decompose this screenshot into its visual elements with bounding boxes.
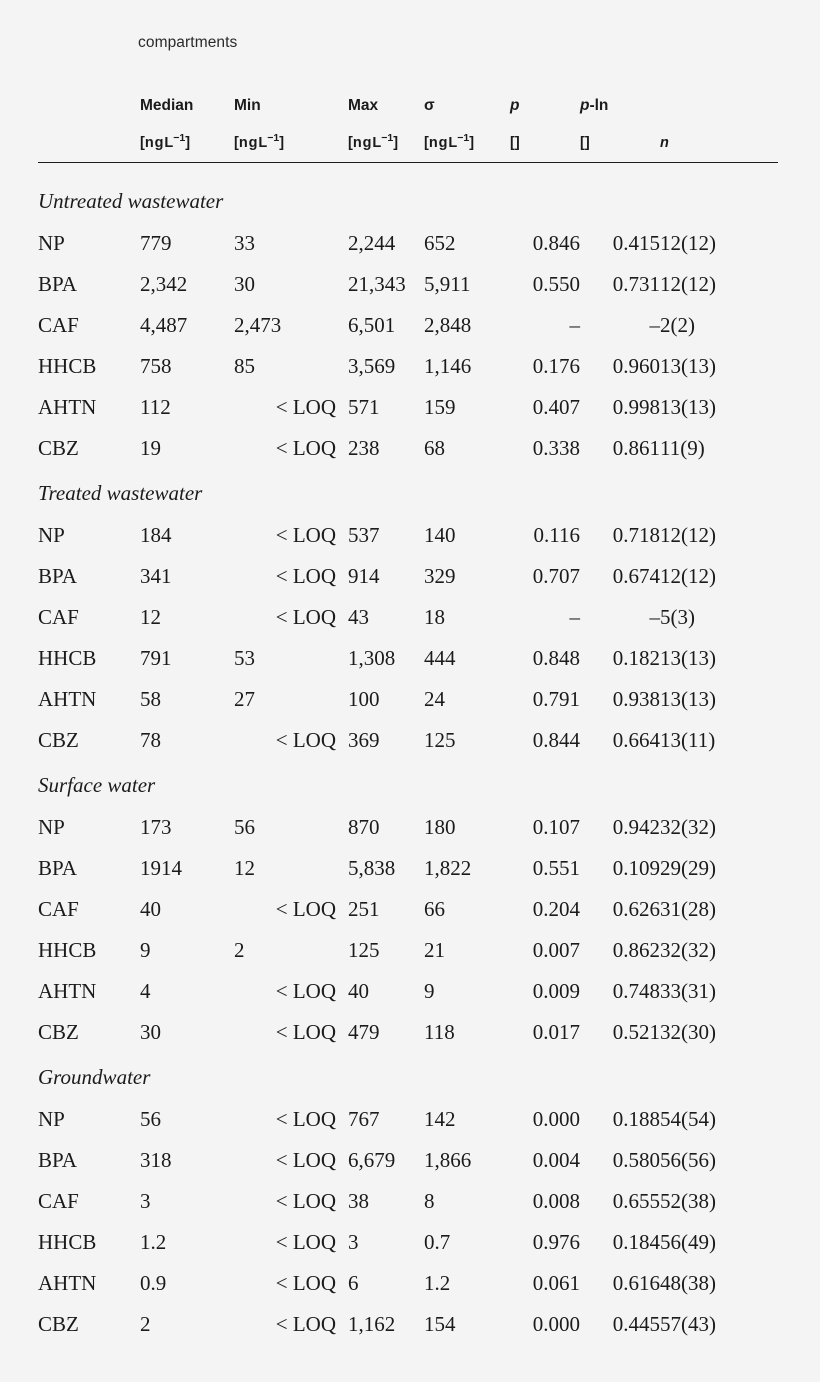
- cell-compound: HHCB: [38, 1230, 97, 1254]
- cell-sigma: 652: [424, 231, 456, 255]
- cell-min: < LOQ: [275, 436, 336, 460]
- cell-n: 31(28): [660, 897, 716, 921]
- cell-min: < LOQ: [275, 1148, 336, 1172]
- section-title: Groundwater: [38, 1065, 151, 1089]
- cell-n: 52(38): [660, 1189, 716, 1213]
- cell-median: 0.9: [140, 1271, 167, 1295]
- cell-median: 40: [140, 897, 161, 921]
- statistics-table-container: [38, 88, 778, 1345]
- cell-min: < LOQ: [275, 395, 336, 419]
- cell-sigma: 180: [424, 815, 456, 839]
- cell-median: 318: [140, 1148, 172, 1172]
- unit-L-min: L: [258, 135, 268, 151]
- cell-sigma: 118: [424, 1020, 455, 1044]
- cell-n: 13(11): [660, 728, 716, 752]
- cell-p: 0.846: [532, 231, 580, 255]
- cell-p: 0.107: [532, 815, 580, 839]
- table-row: [38, 597, 778, 638]
- unit-exp-max: −1: [381, 132, 394, 145]
- header-n-spacer: [660, 88, 778, 124]
- table-body: [38, 177, 778, 1345]
- cell-n: 12(12): [660, 231, 716, 255]
- cell-p-ln: 0.862: [612, 938, 660, 962]
- cell-p: 0.008: [532, 1189, 580, 1213]
- cell-sigma: 154: [424, 1312, 456, 1336]
- cell-p: 0.176: [532, 354, 580, 378]
- cell-max: 6: [348, 1271, 359, 1295]
- cell-compound: BPA: [38, 564, 77, 588]
- cell-min: 2,473: [234, 313, 282, 337]
- cell-max: 238: [348, 436, 380, 460]
- cell-compound: NP: [38, 523, 65, 547]
- cell-sigma: 9: [424, 979, 435, 1003]
- cell-median: 3: [140, 1189, 151, 1213]
- cell-n: 32(32): [660, 938, 716, 962]
- cell-max: 38: [348, 1189, 369, 1213]
- cell-median: 184: [140, 523, 172, 547]
- table-row: [38, 848, 778, 889]
- cell-max: 125: [348, 938, 380, 962]
- cell-compound: HHCB: [38, 354, 97, 378]
- table-row: [38, 1304, 778, 1345]
- cell-n: 13(13): [660, 687, 716, 711]
- cell-min: 53: [234, 646, 255, 670]
- table-row: [38, 930, 778, 971]
- cell-max: 369: [348, 728, 380, 752]
- cell-median: 791: [140, 646, 172, 670]
- cell-sigma: 1,822: [424, 856, 472, 880]
- cell-compound: CBZ: [38, 1312, 79, 1336]
- header-row-names: [38, 88, 778, 124]
- table-row: [38, 720, 778, 761]
- cell-compound: CAF: [38, 1189, 79, 1213]
- cell-n: 13(13): [660, 395, 716, 419]
- cell-sigma: 24: [424, 687, 445, 711]
- unit-L-sigma: L: [448, 135, 458, 151]
- cell-p: 0.204: [532, 897, 580, 921]
- cell-min: < LOQ: [275, 1107, 336, 1131]
- header-row-units: [38, 124, 778, 163]
- cell-median: 779: [140, 231, 172, 255]
- cell-sigma: 1,866: [424, 1148, 472, 1172]
- table-row: [38, 1099, 778, 1140]
- section-header-row: [38, 1053, 778, 1099]
- table-header: [38, 88, 778, 177]
- cell-p: 0.000: [532, 1312, 580, 1336]
- cell-compound: BPA: [38, 856, 77, 880]
- cell-compound: CBZ: [38, 436, 79, 460]
- table-row: [38, 638, 778, 679]
- cell-max: 5,838: [348, 856, 396, 880]
- cell-p: 0.407: [532, 395, 580, 419]
- cell-median: 4: [140, 979, 151, 1003]
- cell-sigma: 444: [424, 646, 456, 670]
- cell-p-ln: 0.942: [612, 815, 660, 839]
- cell-sigma: 5,911: [424, 272, 471, 296]
- unit-ng-median: ng: [144, 135, 165, 151]
- cell-max: 914: [348, 564, 380, 588]
- cell-sigma: 142: [424, 1107, 456, 1131]
- table-row: [38, 428, 778, 469]
- cell-max: 767: [348, 1107, 380, 1131]
- cell-sigma: 8: [424, 1189, 435, 1213]
- header-p: p: [510, 97, 520, 114]
- cell-p: 0.116: [533, 523, 580, 547]
- cell-n: 33(31): [660, 979, 716, 1003]
- cell-min: < LOQ: [275, 523, 336, 547]
- cell-max: 537: [348, 523, 380, 547]
- section-title: Treated wastewater: [38, 481, 203, 505]
- cell-median: 173: [140, 815, 172, 839]
- unit-exp-sigma: −1: [457, 132, 470, 145]
- cell-n: 29(29): [660, 856, 716, 880]
- cell-p-ln: 0.445: [612, 1312, 660, 1336]
- unit-ng-max: ng: [352, 135, 373, 151]
- cell-median: 112: [140, 395, 171, 419]
- statistics-table: [38, 88, 778, 1345]
- unit-exp-min: −1: [267, 132, 280, 145]
- cell-max: 21,343: [348, 272, 406, 296]
- cell-min: 33: [234, 231, 255, 255]
- cell-compound: HHCB: [38, 938, 97, 962]
- cell-p-ln: 0.938: [612, 687, 660, 711]
- cell-p-ln: –: [649, 605, 660, 629]
- table-row: [38, 1263, 778, 1304]
- cell-p: 0.009: [532, 979, 580, 1003]
- cell-median: 19: [140, 436, 161, 460]
- cell-sigma: 140: [424, 523, 456, 547]
- cell-p: 0.000: [532, 1107, 580, 1131]
- header-max: Max: [348, 97, 379, 114]
- cell-sigma: 1.2: [424, 1271, 451, 1295]
- cell-min: < LOQ: [275, 1271, 336, 1295]
- cell-compound: AHTN: [38, 1271, 97, 1295]
- cell-p-ln: 0.626: [612, 897, 660, 921]
- cell-max: 3,569: [348, 354, 396, 378]
- cell-max: 6,679: [348, 1148, 396, 1172]
- cell-max: 251: [348, 897, 380, 921]
- table-row: [38, 679, 778, 720]
- cell-p: 0.550: [532, 272, 580, 296]
- section-title: Untreated wastewater: [38, 189, 224, 213]
- cell-sigma: 18: [424, 605, 445, 629]
- cell-sigma: 1,146: [424, 354, 472, 378]
- cell-n: 5(3): [660, 605, 695, 629]
- unit-ng-min: ng: [238, 135, 259, 151]
- cell-sigma: 125: [424, 728, 456, 752]
- cell-p: 0.004: [532, 1148, 580, 1172]
- cell-p-ln: 0.415: [612, 231, 660, 255]
- cell-n: 56(56): [660, 1148, 716, 1172]
- header-p-ln-p: p: [580, 97, 590, 114]
- cell-p: 0.338: [532, 436, 580, 460]
- cell-min: < LOQ: [275, 1312, 336, 1336]
- cell-min: < LOQ: [275, 1189, 336, 1213]
- cell-p: –: [569, 313, 580, 337]
- cell-min: < LOQ: [275, 564, 336, 588]
- cell-p-ln: 0.718: [612, 523, 660, 547]
- cell-sigma: 0.7: [424, 1230, 451, 1254]
- section-header-row: [38, 469, 778, 515]
- cell-n: 54(54): [660, 1107, 716, 1131]
- cell-min: < LOQ: [275, 728, 336, 752]
- cell-n: 32(30): [660, 1020, 716, 1044]
- cell-p-ln: 0.655: [612, 1189, 660, 1213]
- table-row: [38, 387, 778, 428]
- cell-compound: BPA: [38, 272, 77, 296]
- table-row: [38, 556, 778, 597]
- cell-compound: AHTN: [38, 687, 97, 711]
- cell-compound: CBZ: [38, 728, 79, 752]
- cell-p-ln: 0.998: [612, 395, 660, 419]
- section-header-row: [38, 177, 778, 223]
- cell-median: 1914: [140, 856, 182, 880]
- cell-sigma: 68: [424, 436, 445, 460]
- cell-p: 0.551: [532, 856, 580, 880]
- cell-max: 870: [348, 815, 380, 839]
- header-compound-unit: [38, 124, 140, 163]
- cell-sigma: 66: [424, 897, 445, 921]
- cell-median: 1.2: [140, 1230, 167, 1254]
- cell-p-ln: 0.616: [612, 1271, 660, 1295]
- table-row: [38, 889, 778, 930]
- cell-min: < LOQ: [275, 979, 336, 1003]
- cell-n: 12(12): [660, 564, 716, 588]
- header-sigma-unit: [ngL$^{-1}$]: [424, 132, 475, 151]
- cell-max: 571: [348, 395, 380, 419]
- cell-median: 341: [140, 564, 172, 588]
- cell-min: 2: [234, 938, 245, 962]
- table-row: [38, 1012, 778, 1053]
- header-rule-gap: [38, 163, 778, 177]
- table-row: [38, 515, 778, 556]
- cell-median: 9: [140, 938, 151, 962]
- cell-p-ln: 0.109: [612, 856, 660, 880]
- cell-min: 56: [234, 815, 255, 839]
- cell-p: 0.976: [532, 1230, 580, 1254]
- cell-compound: HHCB: [38, 646, 97, 670]
- cell-median: 78: [140, 728, 161, 752]
- cell-n: 11(9): [660, 436, 705, 460]
- table-row: [38, 971, 778, 1012]
- cell-compound: NP: [38, 815, 65, 839]
- cell-p: 0.707: [532, 564, 580, 588]
- cell-n: 48(38): [660, 1271, 716, 1295]
- cell-p: 0.791: [532, 687, 580, 711]
- header-min-unit: [ngL$^{-1}$]: [234, 132, 285, 151]
- table-row: [38, 223, 778, 264]
- cell-max: 1,308: [348, 646, 396, 670]
- unit-exp-median: −1: [173, 132, 186, 145]
- cell-compound: NP: [38, 1107, 65, 1131]
- cell-median: 58: [140, 687, 161, 711]
- cell-sigma: 21: [424, 938, 445, 962]
- header-max-unit: [ngL$^{-1}$]: [348, 132, 399, 151]
- cell-compound: CBZ: [38, 1020, 79, 1044]
- cell-p-ln: 0.664: [612, 728, 660, 752]
- section-title: Surface water: [38, 773, 156, 797]
- cell-min: 27: [234, 687, 255, 711]
- cell-sigma: 329: [424, 564, 456, 588]
- cell-p: 0.017: [532, 1020, 580, 1044]
- cell-median: 4,487: [140, 313, 188, 337]
- header-compound: [38, 88, 140, 124]
- cell-compound: CAF: [38, 313, 79, 337]
- header-p-ln: [580, 88, 660, 124]
- cell-median: 30: [140, 1020, 161, 1044]
- cell-p-ln: 0.182: [612, 646, 660, 670]
- caption-continuation: compartments: [138, 34, 238, 51]
- cell-compound: CAF: [38, 897, 79, 921]
- table-row: [38, 264, 778, 305]
- cell-max: 479: [348, 1020, 380, 1044]
- cell-min: 85: [234, 354, 255, 378]
- cell-compound: AHTN: [38, 395, 97, 419]
- table-row: [38, 1181, 778, 1222]
- cell-min: < LOQ: [275, 1020, 336, 1044]
- cell-p-ln: 0.861: [612, 436, 660, 460]
- cell-median: 758: [140, 354, 172, 378]
- header-p-ln-unit: []: [580, 135, 590, 151]
- cell-p: 0.848: [532, 646, 580, 670]
- cell-p-ln: 0.674: [612, 564, 660, 588]
- unit-L-median: L: [164, 135, 174, 151]
- cell-min: 12: [234, 856, 255, 880]
- cell-max: 1,162: [348, 1312, 396, 1336]
- cell-min: < LOQ: [275, 897, 336, 921]
- cell-min: < LOQ: [275, 1230, 336, 1254]
- cell-n: 13(13): [660, 354, 716, 378]
- cell-p-ln: 0.748: [612, 979, 660, 1003]
- header-median: Median: [140, 97, 194, 114]
- table-row: [38, 1140, 778, 1181]
- cell-p-ln: 0.960: [612, 354, 660, 378]
- table-row: [38, 807, 778, 848]
- header-median-unit: [ngL$^{-1}$]: [140, 132, 191, 151]
- cell-p-ln: 0.521: [612, 1020, 660, 1044]
- cell-p-ln: 0.184: [612, 1230, 660, 1254]
- cell-p-ln: 0.580: [612, 1148, 660, 1172]
- table-row: [38, 305, 778, 346]
- cell-median: 2,342: [140, 272, 188, 296]
- table-row: [38, 1222, 778, 1263]
- cell-p-ln: –: [649, 313, 660, 337]
- cell-median: 2: [140, 1312, 151, 1336]
- cell-median: 56: [140, 1107, 161, 1131]
- cell-sigma: 2,848: [424, 313, 472, 337]
- cell-compound: AHTN: [38, 979, 97, 1003]
- header-p-unit: []: [510, 135, 520, 151]
- cell-compound: CAF: [38, 605, 79, 629]
- cell-min: < LOQ: [275, 605, 336, 629]
- table-row: [38, 346, 778, 387]
- cell-n: 12(12): [660, 272, 716, 296]
- cell-p: 0.007: [532, 938, 580, 962]
- cell-p-ln: 0.731: [612, 272, 660, 296]
- cell-p: –: [569, 605, 580, 629]
- cell-min: 30: [234, 272, 255, 296]
- cell-compound: NP: [38, 231, 65, 255]
- cell-n: 13(13): [660, 646, 716, 670]
- cell-n: 57(43): [660, 1312, 716, 1336]
- unit-ng-sigma: ng: [428, 135, 449, 151]
- header-min: Min: [234, 97, 261, 114]
- cell-max: 43: [348, 605, 369, 629]
- cell-n: 2(2): [660, 313, 695, 337]
- unit-L-max: L: [372, 135, 382, 151]
- section-header-row: [38, 761, 778, 807]
- cell-p-ln: 0.188: [612, 1107, 660, 1131]
- cell-median: 12: [140, 605, 161, 629]
- cell-n: 12(12): [660, 523, 716, 547]
- cell-max: 2,244: [348, 231, 396, 255]
- header-n: n: [660, 135, 669, 151]
- cell-max: 6,501: [348, 313, 396, 337]
- cell-p: 0.844: [532, 728, 580, 752]
- cell-sigma: 159: [424, 395, 456, 419]
- cell-p: 0.061: [532, 1271, 580, 1295]
- cell-compound: BPA: [38, 1148, 77, 1172]
- cell-max: 3: [348, 1230, 359, 1254]
- cell-max: 40: [348, 979, 369, 1003]
- cell-max: 100: [348, 687, 380, 711]
- cell-n: 32(32): [660, 815, 716, 839]
- cell-n: 56(49): [660, 1230, 716, 1254]
- header-sigma: σ: [424, 97, 435, 114]
- header-p-ln-suffix: -ln: [589, 97, 609, 114]
